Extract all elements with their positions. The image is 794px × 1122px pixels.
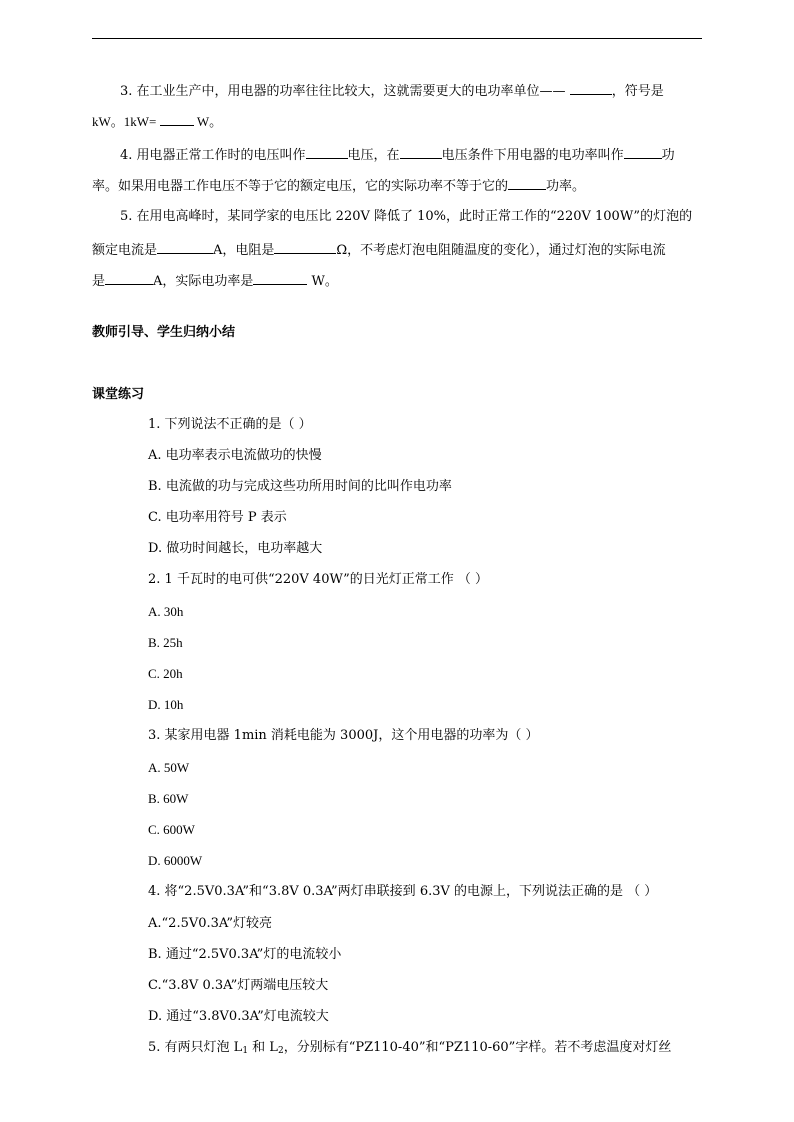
- practice-q1-stem: 1. 下列说法不正确的是（ ）: [148, 417, 312, 432]
- fill-q4-line2: [92, 177, 585, 195]
- header-rule: [92, 38, 702, 39]
- fill-q5-text-d: Ω，不考虑灯泡电阻随温度的变化），通过灯泡的实际电流: [336, 243, 666, 258]
- fill-q3-blank-value[interactable]: [160, 113, 194, 126]
- fill-q4-text-a: 4. 用电器正常工作时的电压叫作: [120, 148, 306, 163]
- fill-q4-text-e: 率。如果用电器工作电压不等于它的额定电压，它的实际功率不等于它的: [92, 179, 509, 194]
- fill-q3-text-a: 3. 在工业生产中，用电器的功率往往比较大，这就需要更大的电功率单位——: [120, 84, 566, 99]
- practice-q2-option-a[interactable]: A. 30h: [148, 604, 184, 619]
- fill-q5-blank-actual-current[interactable]: [105, 272, 153, 285]
- practice-q5-text-b: 和 L: [248, 1040, 278, 1055]
- fill-q4-blank-1[interactable]: [306, 146, 348, 159]
- fill-q5-text-e: 是: [92, 274, 106, 289]
- practice-q1-option-b[interactable]: B. 电流做的功与完成这些功所用时间的比叫作电功率: [148, 479, 452, 494]
- practice-q4-option-c[interactable]: C.“3.8V 0.3A”灯两端电压较大: [148, 978, 329, 993]
- summary-heading: 教师引导、学生归纳小结: [92, 325, 236, 340]
- practice-q2-stem: 2. 1 千瓦时的电可供“220V 40W”的日光灯正常工作 （ ）: [148, 572, 488, 587]
- practice-q5-sub-2: 2: [277, 1046, 284, 1056]
- practice-q4-stem: 4. 将“2.5V0.3A”和“3.8V 0.3A”两灯串联接到 6.3V 的电源上，下列说法正确的是 （ ）: [148, 884, 658, 899]
- fill-q4-text-c: 电压条件下用电器的电功率叫作: [441, 148, 624, 163]
- fill-q5-blank-resistance[interactable]: [274, 241, 336, 254]
- practice-q4-option-a[interactable]: A.“2.5V0.3A”灯较亮: [148, 916, 273, 931]
- fill-q3-text-d: W。: [196, 114, 223, 129]
- practice-q2-option-c[interactable]: C. 20h: [148, 666, 183, 681]
- practice-heading: 课堂练习: [92, 387, 145, 402]
- practice-q3-option-b[interactable]: B. 60W: [148, 791, 189, 806]
- fill-q5-blank-actual-power[interactable]: [253, 272, 307, 285]
- practice-q1-option-a[interactable]: A. 电功率表示电流做功的快慢: [148, 448, 322, 463]
- practice-q5-sub-1: 1: [242, 1046, 249, 1056]
- fill-q5-text-a: 5. 在用电高峰时，某同学家的电压比 220V 降低了 10%，此时正常工作的“220V 100W”的灯泡的: [120, 209, 693, 224]
- fill-q5-line1: [120, 209, 692, 225]
- fill-q5-line3: [92, 272, 338, 290]
- fill-q4-blank-2[interactable]: [400, 146, 442, 159]
- practice-q3-stem: 3. 某家用电器 1min 消耗电能为 3000J，这个用电器的功率为（ ）: [148, 728, 539, 743]
- fill-q4-text-b: 电压，在: [347, 148, 400, 163]
- practice-q1-option-c[interactable]: C. 电功率用符号 P 表示: [148, 510, 287, 525]
- practice-q5-text-c: ，分别标有“PZ110-40”和“PZ110-60”字样。若不考虑温度对灯丝: [283, 1040, 672, 1055]
- fill-q3-line1: [120, 82, 664, 100]
- fill-q5-text-f: A，实际电功率是: [153, 274, 254, 289]
- fill-q4-blank-4[interactable]: [508, 177, 546, 190]
- fill-q3-text-b: ，符号是: [611, 84, 664, 99]
- practice-q4-option-b[interactable]: B. 通过“2.5V0.3A”灯的电流较小: [148, 947, 342, 962]
- fill-q3-blank-unit[interactable]: [570, 82, 612, 95]
- practice-q3-option-d[interactable]: D. 6000W: [148, 853, 203, 868]
- practice-q2-option-d[interactable]: D. 10h: [148, 697, 184, 712]
- fill-q3-line2: [92, 113, 222, 130]
- fill-q5-text-c: A，电阻是: [213, 243, 275, 258]
- practice-q5-stem: [148, 1040, 671, 1059]
- practice-q1-option-d[interactable]: D. 做功时间越长，电功率越大: [148, 541, 323, 556]
- fill-q5-blank-current[interactable]: [157, 241, 213, 254]
- practice-q4-option-d[interactable]: D. 通过“3.8V0.3A”灯电流较大: [148, 1009, 329, 1024]
- fill-q4-text-d: 功: [661, 148, 675, 163]
- practice-q2-option-b[interactable]: B. 25h: [148, 635, 183, 650]
- fill-q5-text-b: 额定电流是: [92, 243, 158, 258]
- fill-q5-line2: [92, 241, 666, 259]
- fill-q4-blank-3[interactable]: [624, 146, 662, 159]
- fill-q4-text-f: 功率。: [546, 179, 586, 194]
- practice-q3-option-a[interactable]: A. 50W: [148, 760, 190, 775]
- practice-q5-text-a: 5. 有两只灯泡 L: [148, 1040, 243, 1055]
- practice-q3-option-c[interactable]: C. 600W: [148, 822, 195, 837]
- fill-q5-text-g: W。: [311, 274, 338, 289]
- fill-q3-text-c: kW。1kW=: [92, 114, 157, 129]
- fill-q4-line1: [120, 146, 675, 164]
